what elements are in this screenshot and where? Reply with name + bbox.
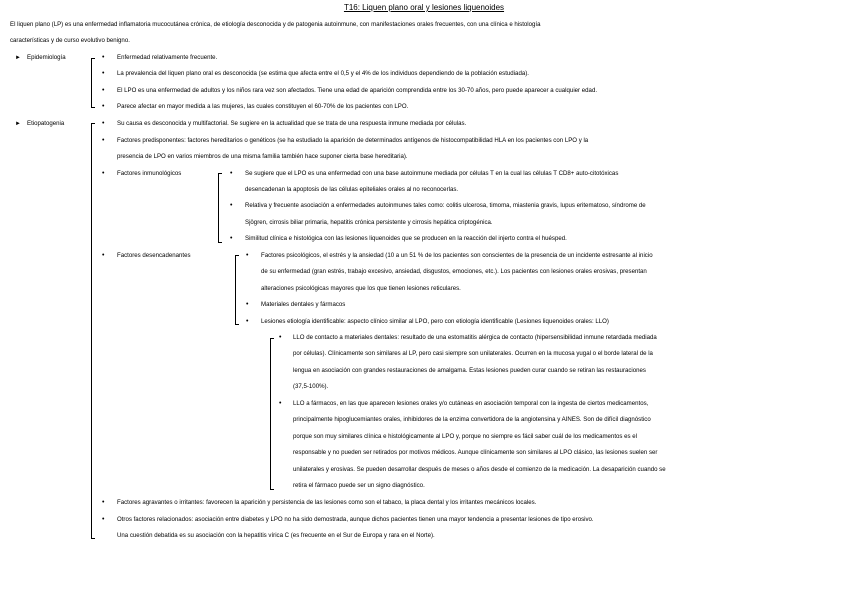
- list-item: Parece afectar en mayor medida a las mujeres, las cuales constituyen el 60-70% de los pacientes con LPO.: [117, 103, 409, 110]
- list-item-continuation: retira el fármaco puede ser un signo diagnóstico.: [293, 482, 425, 489]
- list-item: Enfermedad relativamente frecuente.: [117, 54, 218, 61]
- bullet-icon: •: [246, 318, 249, 325]
- list-item: El LPO es una enfermedad de adultos y los niños rara vez son afectados. Tiene una edad de aparición comprendida entre los 30-70 años, pero puede aparecer a cualquier edad.: [117, 87, 598, 94]
- list-item: LLO a fármacos, en las que aparecen lesiones orales y/o cutáneas en asociación temporal con la ingesta de ciertos medicamentos,: [293, 400, 649, 407]
- list-item-continuation: lengua en asociación con grandes restauraciones de amalgama. Estas lesiones pueden curar cuando se retiran las restauraciones: [293, 367, 646, 374]
- list-item: Factores predisponentes: factores hereditarios o genéticos (se ha estudiado la aparición de determinados antígenos de histocompatibilidad HLA en los pacientes con LPO y la: [117, 137, 589, 144]
- bracket: [270, 338, 274, 490]
- list-item-continuation: porque son muy similares clínica e histológicamente al LPO y, porque no siempre es fácil saber cuál de los medicamentos es el: [293, 433, 638, 440]
- intro-line: El liquen plano (LP) es una enfermedad inflamatoria mucocutánea crónica, de etiología desconocida y de patogenia autoinmune, con manifestaciones orales frecuentes, con una clínica e histología: [10, 21, 541, 28]
- list-item-continuation: desencadenan la apoptosis de las células epiteliales orales al no reconocerlas.: [245, 186, 459, 193]
- bullet-icon: •: [246, 252, 249, 259]
- list-item: Lesiones etiología identificable: aspecto clínico similar al LPO, pero con etiología identificable (Lesiones liquenoides orales: LLO): [261, 318, 609, 325]
- list-item: Similitud clínica e histológica con las lesiones liquenoides que se producen en la reacción del injerto contra el huésped.: [245, 235, 567, 242]
- list-item: Se sugiere que el LPO es una enfermedad con una base autoinmune mediada por células T en la cual las células T CD8+ auto-citotóxicas: [245, 170, 619, 177]
- bullet-icon: •: [102, 70, 105, 77]
- list-item: Otros factores relacionados: asociación entre diabetes y LPO no ha sido demostrada, aunque dichos pacientes tienen una mayor tendencia a presentar lesiones de tipo erosivo.: [117, 516, 594, 523]
- list-item-continuation: responsable y no pueden ser retirados por motivos médicos. Aunque clínicamente son similares al LPO clásico, las lesiones suelen ser: [293, 449, 658, 456]
- list-item-continuation: Sjögren, cirrosis biliar primaria, hepatitis crónica persistente y cirrosis hepática criptogénica.: [245, 219, 493, 226]
- list-item-continuation: alteraciones psicológicas mayores que los que tienen lesiones reticulares.: [261, 285, 461, 292]
- list-item-continuation: por células). Clínicamente son similares al LP, pero casi siempre son unilaterales. Ocurren en la mucosa yugal o el borde lateral de la: [293, 350, 653, 357]
- list-item: Factores agravantes o irritantes: favorecen la aparición y persistencia de las lesiones como son el tabaco, la placa dental y los irritantes mecánicos locales.: [117, 499, 537, 506]
- bullet-icon: •: [102, 137, 105, 144]
- bracket: [218, 173, 222, 243]
- bullet-icon: •: [102, 170, 105, 177]
- list-item-continuation: unilaterales y erosivas. Se pueden desarrollar después de meses o años desde el comienzo de la medicación. La desaparición cuando se: [293, 466, 666, 473]
- arrow-icon: ►: [15, 121, 21, 127]
- list-item-continuation: (37,5-100%).: [293, 383, 329, 390]
- section-label-etiopatogenia: Etiopatogenia: [27, 120, 65, 127]
- list-item-continuation: principalmente hipoglucemiantes orales, inhibidores de la enzima convertidora de la angiotensina y AINES. Son de difícil diagnóstico: [293, 416, 651, 423]
- bullet-icon: •: [246, 301, 249, 308]
- sublabel-desencadenantes: Factores desencadenantes: [117, 252, 191, 259]
- bracket: [91, 58, 95, 108]
- page-title: T16: Liquen plano oral y lesiones liquenoides: [343, 3, 505, 12]
- bullet-icon: •: [102, 54, 105, 61]
- bullet-icon: •: [279, 400, 282, 407]
- list-item: La prevalencia del liquen plano oral es desconocida (se estima que afecta entre el 0,5 y el 4% de los individuos dependiendo de la población estudiada).: [117, 70, 529, 77]
- bullet-icon: •: [279, 334, 282, 341]
- bullet-icon: •: [102, 103, 105, 110]
- list-item-continuation: de su enfermedad (gran estrés, trabajo excesivo, ansiedad, disgustos, emociones, etc.). Los pacientes con lesiones orales erosivas, presentan: [261, 268, 647, 275]
- list-item: Factores psicológicos, el estrés y la ansiedad (10 a un 51 % de los pacientes son conscientes de la presencia de un incidente estresante al inicio: [261, 252, 653, 259]
- bracket: [235, 255, 239, 325]
- list-item: Su causa es desconocida y multifactorial. Se sugiere en la actualidad que se trata de una respuesta inmune mediada por células.: [117, 120, 467, 127]
- list-item-continuation: presencia de LPO en varios miembros de una misma familia también hace suponer cierta base hereditaria).: [117, 153, 408, 160]
- intro-line: características y de curso evolutivo benigno.: [10, 37, 130, 44]
- bullet-icon: •: [102, 516, 105, 523]
- sublabel-inmunologicos: Factores inmunológicos: [117, 170, 182, 177]
- bullet-icon: •: [102, 87, 105, 94]
- arrow-icon: ►: [15, 55, 21, 61]
- bullet-icon: •: [102, 252, 105, 259]
- bullet-icon: •: [230, 170, 233, 177]
- bullet-icon: •: [230, 202, 233, 209]
- bullet-icon: •: [102, 120, 105, 127]
- bullet-icon: •: [102, 499, 105, 506]
- bracket: [91, 123, 95, 539]
- list-item: LLO de contacto a materiales dentales: resultado de una estomatitis alérgica de contacto (hipersensibilidad inmune retardada mediada: [293, 334, 657, 341]
- bullet-icon: •: [230, 235, 233, 242]
- section-label-epidemiologia: Epidemiología: [27, 54, 66, 61]
- list-item: Una cuestión debatida es su asociación con la hepatitis vírica C (es frecuente en el Sur de Europa y rara en el Norte).: [117, 532, 435, 539]
- list-item: Materiales dentales y fármacos: [261, 301, 346, 308]
- list-item: Relativa y frecuente asociación a enfermedades autoinmunes tales como: colitis ulcerosa, timoma, miastenia gravis, lupus eritematoso, síndrome de: [245, 202, 646, 209]
